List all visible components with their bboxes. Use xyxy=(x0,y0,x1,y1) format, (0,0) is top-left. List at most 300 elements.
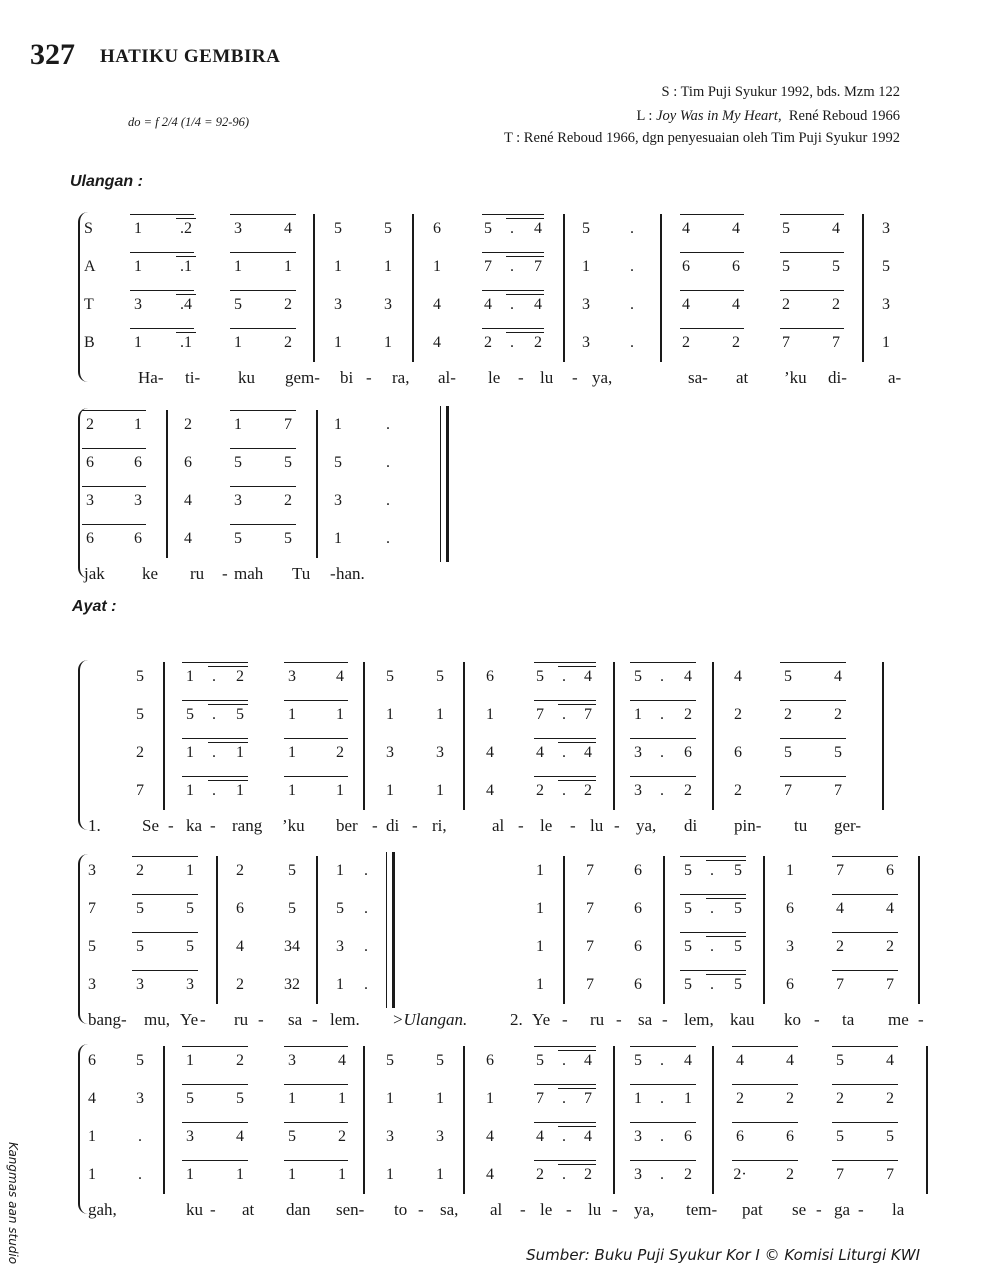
beam xyxy=(558,780,596,781)
note: 1 xyxy=(284,258,292,275)
note: 7 xyxy=(136,782,144,799)
note: 4 xyxy=(486,782,494,799)
beam xyxy=(506,294,544,295)
note: 3 xyxy=(386,744,394,761)
lyric-syllable: sa xyxy=(638,1010,653,1029)
part-label: T xyxy=(84,296,94,313)
note: 2 xyxy=(536,782,544,799)
note: 4 xyxy=(682,220,690,237)
note: . xyxy=(710,938,714,955)
note: 5 xyxy=(88,938,96,955)
note: 7 xyxy=(886,976,894,993)
note: 3 xyxy=(136,976,144,993)
beam xyxy=(680,970,746,971)
note: 3 xyxy=(582,334,590,351)
note: 5 xyxy=(386,1052,394,1069)
note: 1 xyxy=(684,1090,692,1107)
note: 1 xyxy=(234,334,242,351)
beam xyxy=(130,328,194,329)
note: 4 xyxy=(486,1166,494,1183)
note: 3 xyxy=(436,1128,444,1145)
lyric-syllable: se xyxy=(792,1200,807,1219)
note: . xyxy=(212,782,216,799)
note: 1 xyxy=(338,1166,346,1183)
note: 3 xyxy=(882,296,890,313)
note: 5 xyxy=(236,1090,244,1107)
beam xyxy=(732,1122,798,1123)
bar-line xyxy=(163,662,165,810)
note: 1 xyxy=(288,1090,296,1107)
lyric-syllable: Se xyxy=(142,816,159,835)
note: 5 xyxy=(734,938,742,955)
note: 3 xyxy=(334,492,342,509)
note: 6 xyxy=(86,530,94,547)
lyric-syllable: bi xyxy=(340,368,354,387)
note: 4 xyxy=(732,296,740,313)
note: 6 xyxy=(134,454,142,471)
note: 4 xyxy=(732,220,740,237)
credit-music-source: S : Tim Puji Syukur 1992, bds. Mzm 122 xyxy=(661,84,900,100)
beam xyxy=(284,1122,348,1123)
beam xyxy=(82,448,146,449)
note: 6 xyxy=(734,744,742,761)
bar-line xyxy=(563,214,565,362)
note: . xyxy=(660,668,664,685)
beam xyxy=(482,328,544,329)
beam xyxy=(832,1122,898,1123)
beam xyxy=(630,1122,696,1123)
note: 5 xyxy=(734,862,742,879)
note: 6 xyxy=(684,1128,692,1145)
lyric-syllable: ku xyxy=(186,1200,203,1219)
lyric-syllable: le xyxy=(488,368,501,387)
note: . xyxy=(660,1090,664,1107)
part-label: S xyxy=(84,220,93,237)
note: 6 xyxy=(682,258,690,275)
note: 5 xyxy=(336,900,344,917)
note: 7 xyxy=(88,900,96,917)
beam xyxy=(832,932,898,933)
beam xyxy=(182,776,248,777)
note: 4 xyxy=(184,492,192,509)
note: 1 xyxy=(186,862,194,879)
lyric-syllable: jak xyxy=(84,564,105,583)
bar-line xyxy=(166,410,168,558)
note: 7 xyxy=(836,976,844,993)
lyric-syllable: ’ku xyxy=(282,816,305,835)
note: 5 xyxy=(136,668,144,685)
lyric-syllable: sa- xyxy=(688,368,708,387)
credit-melody-prefix: L : xyxy=(636,108,657,124)
note: 5 xyxy=(536,1052,544,1069)
note: 1 xyxy=(334,258,342,275)
note: . xyxy=(562,744,566,761)
lyric-syllable: - xyxy=(312,1010,318,1029)
note: 7 xyxy=(584,706,592,723)
note: . xyxy=(562,1166,566,1183)
lyric-syllable: di- xyxy=(828,368,847,387)
note: 3 xyxy=(634,1128,642,1145)
note: 5 xyxy=(186,706,194,723)
beam xyxy=(706,974,746,975)
note: 3 xyxy=(134,492,142,509)
note: 4 xyxy=(736,1052,744,1069)
lyric-syllable: ko xyxy=(784,1010,801,1029)
note: 1 xyxy=(433,258,441,275)
lyric-syllable: ger- xyxy=(834,816,862,835)
note: 2 xyxy=(734,706,742,723)
note: 6 xyxy=(786,900,794,917)
bar-line xyxy=(363,662,365,810)
note: 4 xyxy=(184,530,192,547)
note: 7 xyxy=(536,1090,544,1107)
lyric-syllable: Ye xyxy=(180,1010,199,1029)
note: 7 xyxy=(536,706,544,723)
note: . xyxy=(710,862,714,879)
note: 6 xyxy=(86,454,94,471)
note: 1 xyxy=(486,706,494,723)
beam xyxy=(230,252,296,253)
note: 7 xyxy=(586,976,594,993)
sidebar-watermark: Kangmas aan studio xyxy=(6,1142,20,1265)
note: 3 xyxy=(234,220,242,237)
note: 1 xyxy=(436,706,444,723)
lyric-syllable: - xyxy=(418,1200,424,1219)
credit-melody-title: Joy Was in My Heart, xyxy=(656,108,782,124)
beam xyxy=(176,218,196,219)
note: . xyxy=(386,454,390,471)
bar-line xyxy=(613,662,615,810)
note: 5 xyxy=(386,668,394,685)
lyric-syllable: - xyxy=(330,564,336,583)
note: 1 xyxy=(384,334,392,351)
lyric-syllable: pin- xyxy=(734,816,762,835)
note: 1 xyxy=(334,530,342,547)
beam xyxy=(82,410,146,411)
beam xyxy=(534,1122,596,1123)
note: 5 xyxy=(288,862,296,879)
note: 1 xyxy=(88,1166,96,1183)
note: 4 xyxy=(836,900,844,917)
beam xyxy=(534,738,596,739)
beam xyxy=(558,1126,596,1127)
bar-line xyxy=(613,1046,615,1194)
lyric-syllable: gem- xyxy=(285,368,320,387)
note: 3 xyxy=(882,220,890,237)
note: 6 xyxy=(486,668,494,685)
lyric-syllable: - xyxy=(562,1010,568,1029)
note: 2 xyxy=(136,744,144,761)
note: 2 xyxy=(784,706,792,723)
note: 4 xyxy=(584,668,592,685)
note: 5 xyxy=(836,1128,844,1145)
beam xyxy=(706,898,746,899)
note: 5 xyxy=(334,220,342,237)
note: 2 xyxy=(534,334,542,351)
bar-line xyxy=(918,856,920,1004)
note: 5 xyxy=(186,900,194,917)
lyric-syllable: - xyxy=(612,1200,618,1219)
note: 7 xyxy=(584,1090,592,1107)
lyric-syllable: di xyxy=(386,816,400,835)
lyric-syllable: ru xyxy=(190,564,205,583)
lyric-syllable: lem. xyxy=(330,1010,360,1029)
beam xyxy=(534,700,596,701)
beam xyxy=(230,448,296,449)
note: 5 xyxy=(136,1052,144,1069)
bar-line xyxy=(163,1046,165,1194)
note: . xyxy=(630,334,634,351)
note: . xyxy=(510,334,514,351)
beam xyxy=(230,486,296,487)
lyric-syllable: kau xyxy=(730,1010,755,1029)
note: 4 xyxy=(336,668,344,685)
note: 5 xyxy=(284,454,292,471)
beam xyxy=(534,662,596,663)
note: 1 xyxy=(634,1090,642,1107)
beam xyxy=(680,932,746,933)
note: 6 xyxy=(786,976,794,993)
beam xyxy=(182,1160,248,1161)
lyric-syllable: rang xyxy=(232,816,263,835)
note: . xyxy=(562,1052,566,1069)
note: 2 xyxy=(336,744,344,761)
note: 1 xyxy=(186,782,194,799)
note: 1 xyxy=(186,668,194,685)
beam xyxy=(558,1050,596,1051)
note: 1 xyxy=(582,258,590,275)
beam xyxy=(780,776,846,777)
note: 7 xyxy=(834,782,842,799)
note: 2 xyxy=(86,416,94,433)
note: 6 xyxy=(684,744,692,761)
beam xyxy=(534,1160,596,1161)
source-citation: Sumber: Buku Puji Syukur Kor I © Komisi Liturgi KWI xyxy=(526,1246,920,1264)
note: 4 xyxy=(338,1052,346,1069)
note: 2 xyxy=(184,416,192,433)
note: . xyxy=(364,938,368,955)
note: 1 xyxy=(234,416,242,433)
note: 3 xyxy=(436,744,444,761)
lyric-syllable: ti- xyxy=(185,368,201,387)
note: 5 xyxy=(334,454,342,471)
beam xyxy=(534,1084,596,1085)
note: 5 xyxy=(684,976,692,993)
note: . xyxy=(562,668,566,685)
lyric-syllable: - xyxy=(210,816,216,835)
note: 3 xyxy=(234,492,242,509)
note: 1 xyxy=(536,862,544,879)
note: 1 xyxy=(186,1166,194,1183)
bar-line xyxy=(316,856,318,1004)
lyric-syllable: me xyxy=(888,1010,909,1029)
note: . xyxy=(212,706,216,723)
note: 1 xyxy=(336,976,344,993)
note: 2 xyxy=(684,706,692,723)
lyric-syllable: lu xyxy=(540,368,554,387)
note: . xyxy=(660,1128,664,1145)
bar-line xyxy=(313,214,315,362)
hymn-number: 327 xyxy=(30,38,75,71)
beam xyxy=(780,290,844,291)
lyric-syllable: ta xyxy=(842,1010,855,1029)
beam xyxy=(182,1046,248,1047)
note: 1 xyxy=(536,938,544,955)
beam xyxy=(182,1122,248,1123)
section-refrain-label: Ulangan : xyxy=(70,173,143,190)
lyric-syllable: - xyxy=(222,564,228,583)
note: . xyxy=(562,1128,566,1145)
note: 2 xyxy=(786,1166,794,1183)
note: . xyxy=(630,296,634,313)
lyric-syllable: >Ulangan. xyxy=(392,1010,468,1029)
note: 5 xyxy=(582,220,590,237)
note: 5 xyxy=(288,1128,296,1145)
note: 4 xyxy=(236,1128,244,1145)
beam xyxy=(130,290,194,291)
note: 7 xyxy=(836,862,844,879)
note: 3 xyxy=(88,862,96,879)
note: .4 xyxy=(180,296,192,313)
note: 6 xyxy=(634,976,642,993)
note: 1 xyxy=(536,900,544,917)
beam xyxy=(284,700,348,701)
lyric-syllable: ru xyxy=(234,1010,249,1029)
note: 34 xyxy=(284,938,300,955)
lyric-syllable: - xyxy=(518,368,524,387)
lyric-syllable: Tu xyxy=(292,564,311,583)
note: 7 xyxy=(886,1166,894,1183)
beam xyxy=(558,666,596,667)
note: . xyxy=(386,416,390,433)
note: 2 xyxy=(836,938,844,955)
note: 2 xyxy=(136,862,144,879)
note: 3 xyxy=(88,976,96,993)
note: 4 xyxy=(886,900,894,917)
bar-line xyxy=(216,856,218,1004)
bar-line xyxy=(463,662,465,810)
beam xyxy=(780,252,844,253)
beam xyxy=(832,1084,898,1085)
note: 4 xyxy=(536,1128,544,1145)
lyric-syllable: sa, xyxy=(440,1200,459,1219)
lyric-syllable: ya, xyxy=(592,368,613,387)
note: 3 xyxy=(386,1128,394,1145)
note: 5 xyxy=(484,220,492,237)
lyric-syllable: - xyxy=(258,1010,264,1029)
note: 5 xyxy=(384,220,392,237)
note: 1 xyxy=(134,258,142,275)
beam xyxy=(534,776,596,777)
note: . xyxy=(510,258,514,275)
lyric-syllable: le xyxy=(540,1200,553,1219)
note: 2 xyxy=(584,782,592,799)
note: 2 xyxy=(736,1090,744,1107)
note: 3 xyxy=(634,744,642,761)
note: 5 xyxy=(186,938,194,955)
note: 1 xyxy=(882,334,890,351)
note: 2 xyxy=(684,782,692,799)
bar-line xyxy=(763,856,765,1004)
note: 4 xyxy=(832,220,840,237)
lyric-syllable: - xyxy=(570,816,576,835)
beam xyxy=(780,700,846,701)
beam xyxy=(630,1160,696,1161)
note: . xyxy=(364,900,368,917)
note: 1 xyxy=(234,258,242,275)
lyric-syllable: - xyxy=(210,1200,216,1219)
beam xyxy=(780,738,846,739)
note: 6 xyxy=(634,862,642,879)
note: 5 xyxy=(782,258,790,275)
bar-line xyxy=(363,1046,365,1194)
note: 1 xyxy=(436,782,444,799)
note: 2· xyxy=(733,1166,747,1183)
beam xyxy=(132,970,198,971)
beam xyxy=(558,742,596,743)
note: 4 xyxy=(486,744,494,761)
lyric-syllable: ya, xyxy=(634,1200,655,1219)
note: 6 xyxy=(786,1128,794,1145)
lyric-syllable: bang- xyxy=(88,1010,127,1029)
lyric-syllable: al xyxy=(490,1200,503,1219)
beam xyxy=(680,856,746,857)
note: 1 xyxy=(338,1090,346,1107)
final-bar-line xyxy=(440,406,449,562)
note: 2 xyxy=(832,296,840,313)
note: 1 xyxy=(336,782,344,799)
note: 7 xyxy=(586,900,594,917)
note: . xyxy=(660,1052,664,1069)
note: 1 xyxy=(236,744,244,761)
note: 5 xyxy=(186,1090,194,1107)
note: 5 xyxy=(284,530,292,547)
note: 1 xyxy=(134,334,142,351)
note: 4 xyxy=(682,296,690,313)
beam xyxy=(630,776,696,777)
credit-text: T : René Reboud 1966, dgn penyesuaian oleh Tim Puji Syukur 1992 xyxy=(503,130,900,146)
tempo-marking: do = f 2/4 (1/4 = 92-96) xyxy=(128,115,250,129)
note: 3 xyxy=(288,1052,296,1069)
note: 1 xyxy=(186,744,194,761)
note: 1 xyxy=(386,1090,394,1107)
lyric-syllable: ya, xyxy=(636,816,657,835)
note: 3 xyxy=(186,1128,194,1145)
note: 4 xyxy=(486,1128,494,1145)
system-brace xyxy=(78,1044,88,1214)
note: 4 xyxy=(734,668,742,685)
note: 4 xyxy=(484,296,492,313)
note: .2 xyxy=(180,220,192,237)
note: . xyxy=(364,862,368,879)
lyric-syllable: dan xyxy=(286,1200,311,1219)
note: 3 xyxy=(384,296,392,313)
note: . xyxy=(212,744,216,761)
lyric-syllable: - xyxy=(520,1200,526,1219)
note: 4 xyxy=(584,744,592,761)
note: 2 xyxy=(786,1090,794,1107)
lyric-syllable: tu xyxy=(794,816,808,835)
note: . xyxy=(212,668,216,685)
beam xyxy=(706,860,746,861)
beam xyxy=(482,252,544,253)
beam xyxy=(832,1160,898,1161)
note: 6 xyxy=(886,862,894,879)
note: 4 xyxy=(88,1090,96,1107)
note: 2 xyxy=(236,976,244,993)
note: 5 xyxy=(684,900,692,917)
note: .1 xyxy=(180,258,192,275)
